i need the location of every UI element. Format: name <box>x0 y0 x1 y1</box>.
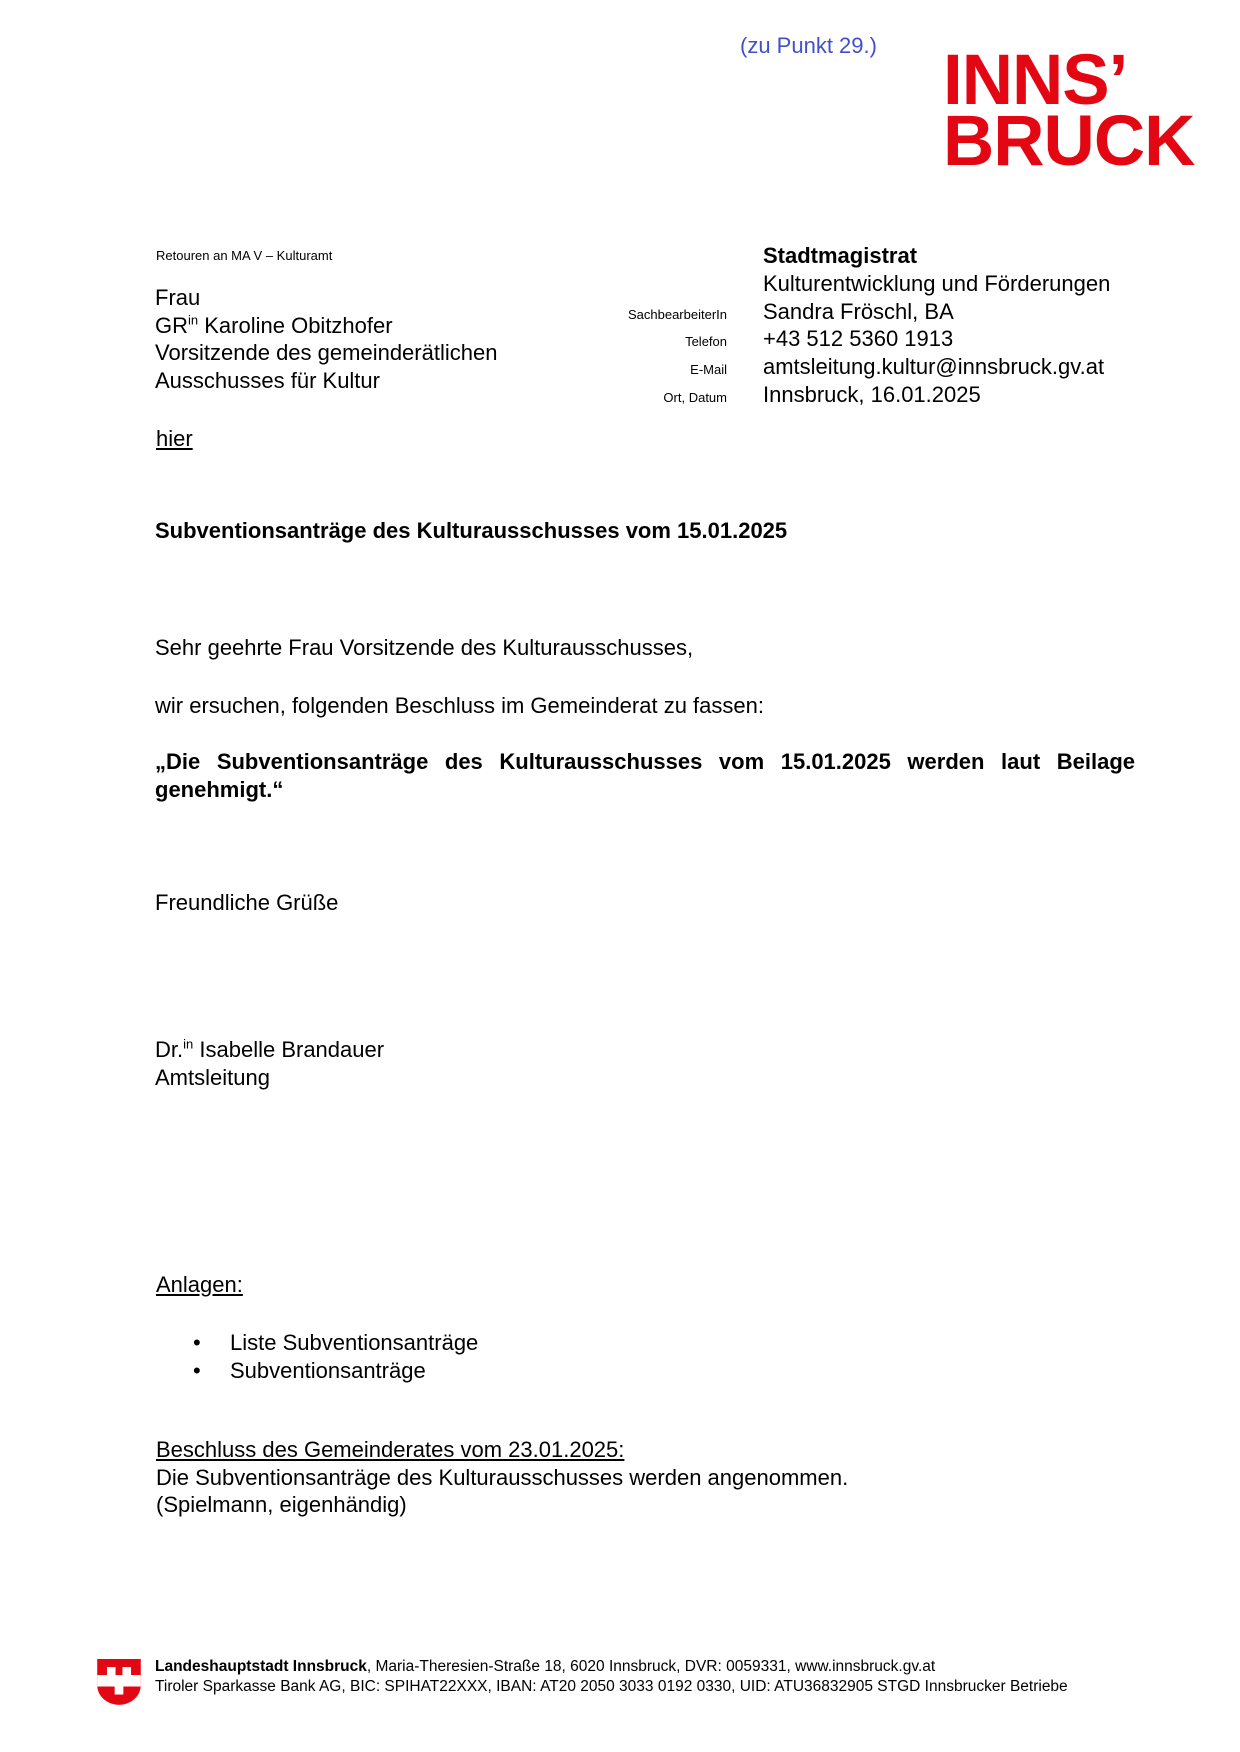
recipient-role-line-2: Ausschusses für Kultur <box>155 367 380 393</box>
recipient-address-block <box>155 284 497 394</box>
attachments-heading: Anlagen: <box>156 1272 243 1297</box>
bullet-icon: • <box>193 1330 201 1355</box>
footer-city-name: Landeshauptstadt Innsbruck <box>155 1658 367 1675</box>
sender-row-phone <box>540 326 1100 354</box>
sender-row-organisation <box>540 243 1100 271</box>
sender-department: Kulturentwicklung und Förderungen <box>763 270 1111 296</box>
decision-text: Die Subventionsanträge des Kulturausschusses werden angenommen. <box>156 1464 849 1490</box>
signature-block <box>155 1036 384 1092</box>
attachment-label: Subventionsanträge <box>230 1358 426 1383</box>
recipient-title-superscript: in <box>188 312 199 328</box>
recipient-title: GR <box>155 312 188 338</box>
clerk-name: Sandra Fröschl, BA <box>763 298 954 324</box>
innsbruck-logo <box>943 41 1195 181</box>
resolution-quote: „Die Subventionsanträge des Kulturausschusses vom 15.01.2025 werden laut Beilage genehmigt.“ <box>155 749 1135 802</box>
signer-name: Isabelle Brandauer <box>199 1037 385 1062</box>
logo-line-1: INNS’ <box>943 41 1128 120</box>
list-item <box>193 1329 478 1357</box>
email-address: amtsleitung.kultur@innsbruck.gv.at <box>763 354 1105 380</box>
recipient-role-line-1: Vorsitzende des gemeinderätlichen <box>155 340 498 365</box>
council-decision-block <box>156 1436 1136 1519</box>
decision-heading: Beschluss des Gemeinderates vom 23.01.2025: <box>156 1437 625 1462</box>
decision-signature: (Spielmann, eigenhändig) <box>156 1492 407 1517</box>
clerk-label: SachbearbeiterIn <box>627 306 727 322</box>
footer-line-1 <box>155 1657 1068 1677</box>
signer-title-superscript: in <box>183 1036 194 1052</box>
closing-phrase: Freundliche Grüße <box>155 890 339 915</box>
footer-line-2: Tiroler Sparkasse Bank AG, BIC: SPIHAT22XXX, IBAN: AT20 2050 3033 0192 0330, UID: ATU36832905 STGD Innsbrucker Betriebe <box>155 1677 1068 1695</box>
place-date-value: Innsbruck, 16.01.2025 <box>763 381 981 407</box>
sender-row-clerk <box>540 299 1100 327</box>
signer-name-line <box>155 1036 384 1064</box>
sender-row-department <box>540 270 1111 299</box>
sender-row-place-date <box>540 382 1100 410</box>
recipient-name-line <box>155 312 497 340</box>
signer-role: Amtsleitung <box>155 1065 270 1090</box>
recipient-name: Karoline Obitzhofer <box>204 312 393 338</box>
phone-number: +43 512 5360 1913 <box>763 326 954 352</box>
list-item <box>193 1357 478 1385</box>
footer <box>155 1657 1068 1696</box>
agenda-reference-note: (zu Punkt 29.) <box>740 33 877 58</box>
subject-line: Subventionsanträge des Kulturausschusses vom 15.01.2025 <box>155 518 788 543</box>
bullet-icon: • <box>193 1358 201 1383</box>
signer-title: Dr. <box>155 1037 184 1062</box>
email-label: E-Mail <box>690 362 727 378</box>
return-address-note: Retouren an MA V – Kulturamt <box>156 248 333 263</box>
innsbruck-crest-icon <box>96 1659 142 1711</box>
recipient-salutation: Frau <box>155 285 201 310</box>
attachments-list <box>193 1329 478 1385</box>
logo-line-2: BRUCK <box>943 102 1195 181</box>
place-date-label: Ort, Datum <box>663 389 727 405</box>
letter-request: wir ersuchen, folgenden Beschluss im Gemeinderat zu fassen: <box>155 693 764 718</box>
sender-info-block <box>540 243 1111 410</box>
sender-row-email <box>540 354 1105 382</box>
attachment-label: Liste Subventionsanträge <box>230 1330 479 1355</box>
phone-label: Telefon <box>685 334 727 350</box>
delivery-note: hier <box>156 426 193 451</box>
sender-organisation: Stadtmagistrat <box>763 243 918 268</box>
footer-address: , Maria-Theresien-Straße 18, 6020 Innsbruck, DVR: 0059331, www.innsbruck.gv.at <box>366 1658 936 1675</box>
letter-salutation: Sehr geehrte Frau Vorsitzende des Kulturausschusses, <box>155 635 694 660</box>
